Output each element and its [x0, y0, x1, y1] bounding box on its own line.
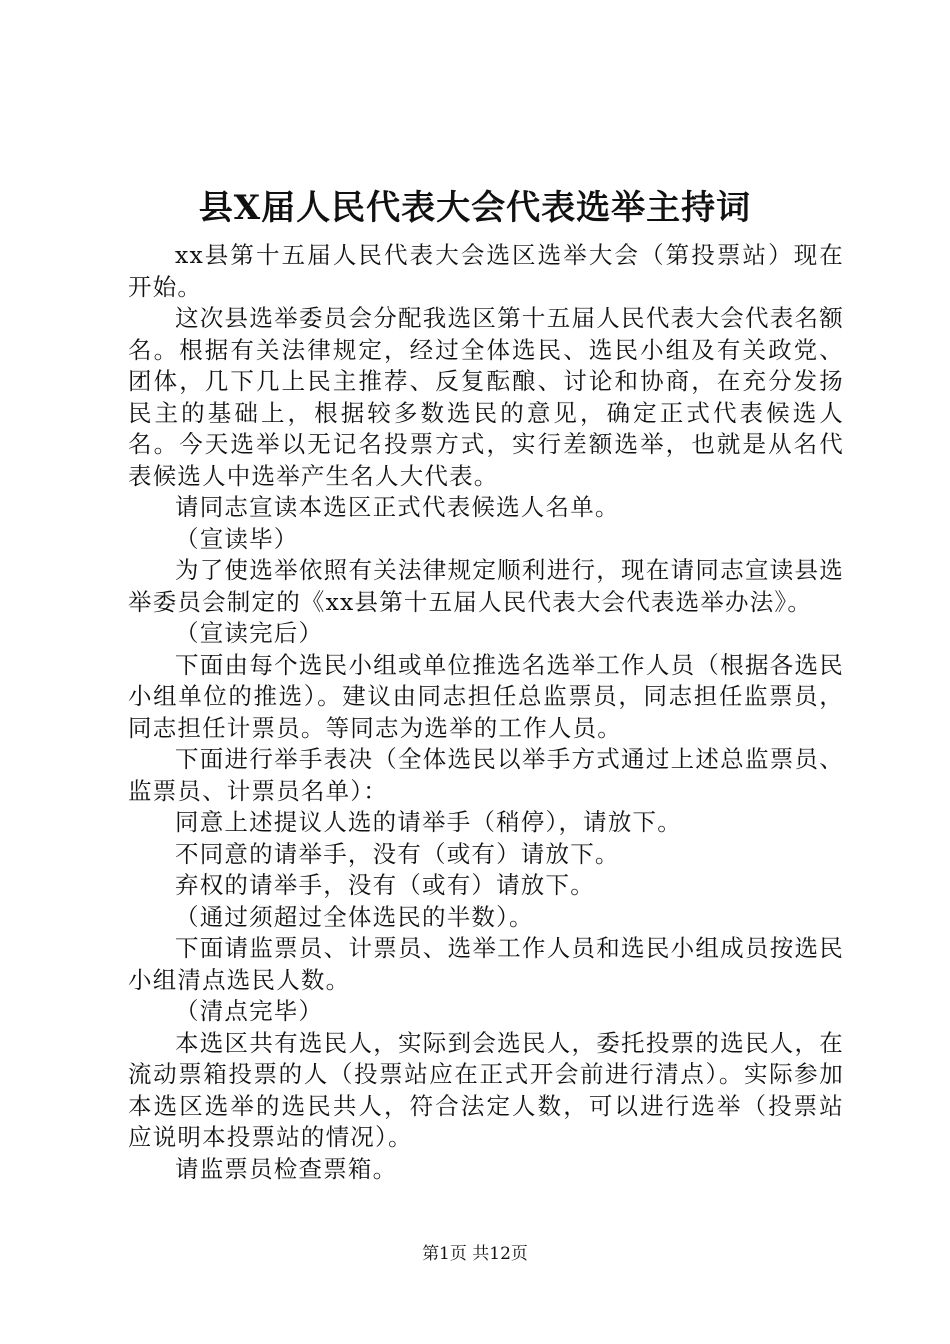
paragraph: 下面由每个选民小组或单位推选名选举工作人员（根据各选民小组单位的推选）。建议由同志担任总监票员，同志担任监票员，同志担任计票员。等同志为选举的工作人员。 — [128, 650, 844, 742]
paragraph: 为了使选举依照有关法律规定顺利进行，现在请同志宣读县选举委员会制定的《xx县第十五届人民代表大会代表选举办法》。 — [128, 556, 844, 616]
document-title: 县X届人民代表大会代表选举主持词 — [198, 188, 752, 228]
document-body — [128, 240, 844, 1185]
paragraph: 不同意的请举手，没有（或有）请放下。 — [175, 839, 620, 868]
paragraph: （宣读完后） — [175, 619, 324, 647]
paragraph: 本选区共有选民人，实际到会选民人，委托投票的选民人，在流动票箱投票的人（投票站应在正式开会前进行清点）。实际参加本选区选举的选民共人，符合法定人数，可以进行选举（投票站应说明本投票站的情况）。 — [128, 1028, 844, 1151]
paragraph: （清点完毕） — [175, 997, 324, 1025]
paragraph: 请同志宣读本选区正式代表候选人名单。 — [175, 493, 620, 521]
paragraph: （通过须超过全体选民的半数）。 — [175, 902, 534, 931]
page-footer: 第1页 共12页 — [422, 1244, 528, 1264]
paragraph: （宣读毕） — [175, 524, 299, 553]
paragraph: 弃权的请举手，没有（或有）请放下。 — [175, 871, 595, 899]
paragraph: 同意上述提议人选的请举手（稍停），请放下。 — [175, 808, 682, 836]
paragraph: 下面请监票员、计票员、选举工作人员和选民小组成员按选民小组清点选民人数。 — [128, 934, 844, 994]
paragraph: 请监票员检查票箱。 — [175, 1154, 398, 1183]
paragraph: xx县第十五届人民代表大会选区选举大会（第投票站）现在开始。 — [128, 241, 844, 301]
paragraph: 下面进行举手表决（全体选民以举手方式通过上述总监票员、监票员、计票员名单）： — [128, 745, 844, 805]
paragraph: 这次县选举委员会分配我选区第十五届人民代表大会代表名额名。根据有关法律规定，经过全体选民、选民小组及有关政党、团体，几下几上民主推荐、反复酝酿、讨论和协商，在充分发扬民主的基础上，根据较多数选民的意见，确定正式代表候选人名。今天选举以无记名投票方式，实行差额选举，也就是从名代表候选人中选举产生名人大代表。 — [128, 304, 844, 490]
